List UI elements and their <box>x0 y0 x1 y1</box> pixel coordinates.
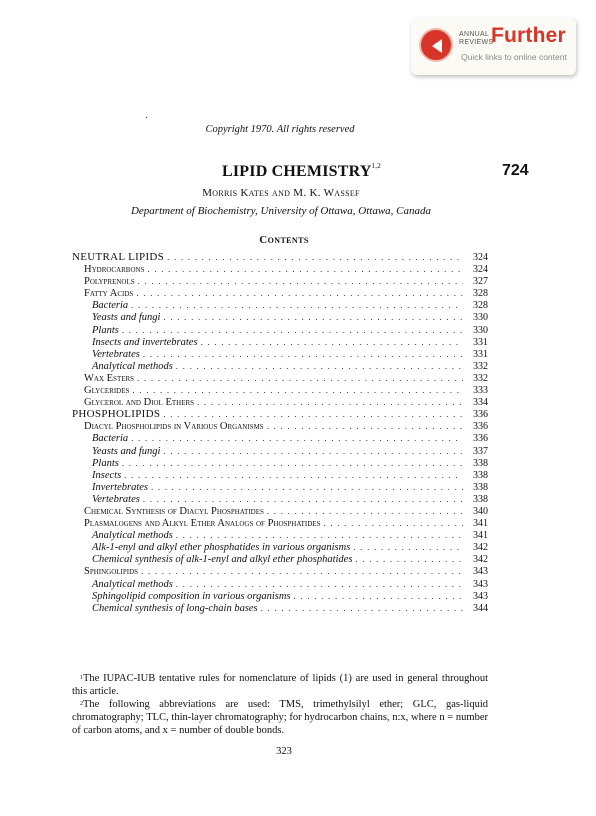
toc-leader-dots <box>136 287 463 299</box>
further-subtitle: Quick links to online content <box>461 52 567 62</box>
toc-entry-label: PHOSPHOLIPIDS <box>72 408 161 421</box>
toc-entry-label: Fatty Acids <box>84 288 134 300</box>
toc-entry-page: 336 <box>473 421 488 433</box>
toc-entry-page: 334 <box>473 397 488 409</box>
toc-entry <box>72 287 488 299</box>
toc-leader-dots <box>353 541 463 553</box>
annual-reviews-further-badge[interactable] <box>411 18 576 75</box>
toc-entry-label: Insects and invertebrates <box>92 336 198 348</box>
toc-entry <box>72 348 488 360</box>
toc-entry-label: Yeasts and fungi <box>92 312 161 324</box>
toc-entry <box>72 457 488 469</box>
toc-leader-dots <box>267 505 463 517</box>
article-title: LIPID CHEMISTRY$^{1,2}$ <box>222 162 381 180</box>
toc-entry <box>72 372 488 384</box>
toc-entry-page: 343 <box>473 590 488 602</box>
toc-entry-label: Plasmalogens and Alkyl Ether Analogs of Phosphatides <box>84 518 321 530</box>
toc-entry-page: 344 <box>473 602 488 614</box>
toc-entry <box>72 445 488 457</box>
toc-entry-page: 338 <box>473 457 488 469</box>
toc-entry-label: Diacyl Phospholipids in Various Organisms <box>84 421 264 433</box>
toc-leader-dots <box>267 420 463 432</box>
footnote-1: $^1$The IUPAC-IUB tentative rules for nomenclature of lipids (1) are used in general throughout this article. <box>72 673 488 697</box>
toc-entry <box>72 384 488 396</box>
toc-leader-dots <box>141 565 463 577</box>
toc-entry <box>72 432 488 444</box>
toc-entry-page: 338 <box>473 469 488 481</box>
toc-entry-page: 342 <box>473 554 488 566</box>
affiliation: Department of Biochemistry, University of Ottawa, Ottawa, Canada <box>130 205 432 217</box>
toc-entry <box>72 553 488 565</box>
toc-entry <box>72 590 488 602</box>
toc-entry-page: 338 <box>473 493 488 505</box>
toc-entry <box>72 420 488 432</box>
toc-entry-page: 337 <box>473 445 488 457</box>
toc-entry <box>72 469 488 481</box>
toc-entry-label: Insects <box>92 469 122 481</box>
toc-leader-dots <box>163 408 463 420</box>
toc-entry-label: Sphingolipid composition in various organisms <box>92 590 291 602</box>
toc-leader-dots <box>163 311 463 323</box>
stray-mark: · <box>145 113 149 124</box>
table-of-contents <box>72 251 488 614</box>
toc-entry-page: 324 <box>473 264 488 276</box>
toc-entry <box>72 505 488 517</box>
toc-leader-dots <box>147 263 463 275</box>
toc-entry <box>72 275 488 287</box>
toc-entry <box>72 481 488 493</box>
toc-entry <box>72 529 488 541</box>
toc-leader-dots <box>131 299 463 311</box>
toc-entry-label: Alk-1-enyl and alkyl ether phosphatides in various organisms <box>92 542 351 554</box>
toc-entry-label: Hydrocarbons <box>84 264 145 276</box>
toc-entry-page: 328 <box>473 288 488 300</box>
toc-entry-page: 343 <box>473 566 488 578</box>
chapter-number: 724 <box>502 162 529 179</box>
toc-entry-page: 336 <box>473 409 488 421</box>
copyright-line: Copyright 1970. All rights reserved <box>205 124 355 135</box>
publisher-logo-text: ANNUAL REVIEWS <box>459 31 494 46</box>
toc-leader-dots <box>138 275 463 287</box>
toc-leader-dots <box>355 553 463 565</box>
toc-entry-page: 331 <box>473 348 488 360</box>
toc-entry-page: 341 <box>473 530 488 542</box>
toc-entry-label: Wax Esters <box>84 372 135 384</box>
toc-leader-dots <box>131 432 463 444</box>
toc-entry-label: Chemical synthesis of long-chain bases <box>92 602 258 614</box>
toc-leader-dots <box>176 529 463 541</box>
toc-entry-label: Yeasts and fungi <box>92 445 161 457</box>
authors: Morris Kates and M. K. Wassef <box>202 187 360 199</box>
toc-leader-dots <box>132 384 463 396</box>
toc-leader-dots <box>137 372 463 384</box>
further-brand: Further <box>491 24 566 47</box>
toc-leader-dots <box>167 251 463 263</box>
toc-entry <box>72 311 488 323</box>
toc-entry-page: 324 <box>473 252 488 263</box>
toc-entry-label: Chemical Synthesis of Diacyl Phosphatides <box>84 505 264 517</box>
toc-entry-label: NEUTRAL LIPIDS <box>72 251 165 263</box>
toc-entry <box>72 251 488 263</box>
toc-entry <box>72 263 488 275</box>
toc-entry-label: Analytical methods <box>92 578 173 590</box>
toc-leader-dots <box>197 396 463 408</box>
toc-leader-dots <box>122 457 463 469</box>
title-footnote-refs: 1,2 <box>371 162 381 170</box>
contents-heading: Contents <box>259 234 309 246</box>
toc-entry <box>72 396 488 408</box>
toc-leader-dots <box>143 493 463 505</box>
toc-entry <box>72 336 488 348</box>
toc-entry <box>72 360 488 372</box>
toc-leader-dots <box>163 445 463 457</box>
toc-leader-dots <box>143 348 463 360</box>
toc-entry-page: 341 <box>473 518 488 530</box>
toc-entry-page: 333 <box>473 385 488 397</box>
toc-entry-label: Bacteria <box>92 300 129 312</box>
toc-entry-label: Glycerol and Diol Ethers <box>84 397 195 409</box>
toc-entry-label: Sphingolipids <box>84 566 139 578</box>
footnotes <box>72 672 488 737</box>
toc-entry-label: Invertebrates <box>92 481 148 493</box>
toc-entry <box>72 541 488 553</box>
toc-entry-label: Chemical synthesis of alk-1-enyl and alkyl ether phosphatides <box>92 554 353 566</box>
toc-entry <box>72 517 488 529</box>
toc-entry-label: Plants <box>92 324 119 336</box>
toc-entry-label: Polyprenols <box>84 276 135 288</box>
toc-entry <box>72 299 488 311</box>
toc-entry <box>72 324 488 336</box>
toc-leader-dots <box>122 324 463 336</box>
toc-entry-page: 343 <box>473 578 488 590</box>
toc-entry-page: 328 <box>473 300 488 312</box>
toc-entry-page: 330 <box>473 312 488 324</box>
back-arrow-icon <box>419 28 453 62</box>
toc-leader-dots <box>201 336 463 348</box>
toc-leader-dots <box>261 602 463 614</box>
toc-entry <box>72 493 488 505</box>
toc-entry-label: Analytical methods <box>92 530 173 542</box>
toc-entry-page: 336 <box>473 433 488 445</box>
toc-entry-page: 342 <box>473 542 488 554</box>
toc-entry-page: 338 <box>473 481 488 493</box>
toc-entry <box>72 602 488 614</box>
toc-leader-dots <box>294 590 463 602</box>
toc-entry-label: Vertebrates <box>92 493 140 505</box>
toc-leader-dots <box>176 360 463 372</box>
toc-entry <box>72 578 488 590</box>
toc-entry <box>72 565 488 577</box>
toc-entry-label: Glycerides <box>84 385 130 397</box>
toc-entry-page: 331 <box>473 336 488 348</box>
toc-entry-label: Vertebrates <box>92 348 140 360</box>
toc-entry-label: Bacteria <box>92 433 129 445</box>
footnote-2: $^2$The following abbreviations are used: TMS, trimethylsilyl ether; GLC, gas-liquid chromatography; TLC, thin-layer chromatography; for hydrocarbon chains, n:x, where n = number of carbon atoms, and x = number of double bonds. <box>72 699 488 736</box>
toc-leader-dots <box>151 481 463 493</box>
toc-entry <box>72 408 488 420</box>
toc-leader-dots <box>176 578 463 590</box>
toc-entry-page: 327 <box>473 276 488 288</box>
toc-entry-page: 330 <box>473 324 488 336</box>
page-number: 323 <box>276 746 292 757</box>
toc-leader-dots <box>124 469 463 481</box>
toc-leader-dots <box>323 517 463 529</box>
toc-entry-label: Analytical methods <box>92 360 173 372</box>
toc-entry-page: 332 <box>473 360 488 372</box>
toc-entry-page: 332 <box>473 372 488 384</box>
toc-entry-label: Plants <box>92 457 119 469</box>
toc-entry-page: 340 <box>473 505 488 517</box>
